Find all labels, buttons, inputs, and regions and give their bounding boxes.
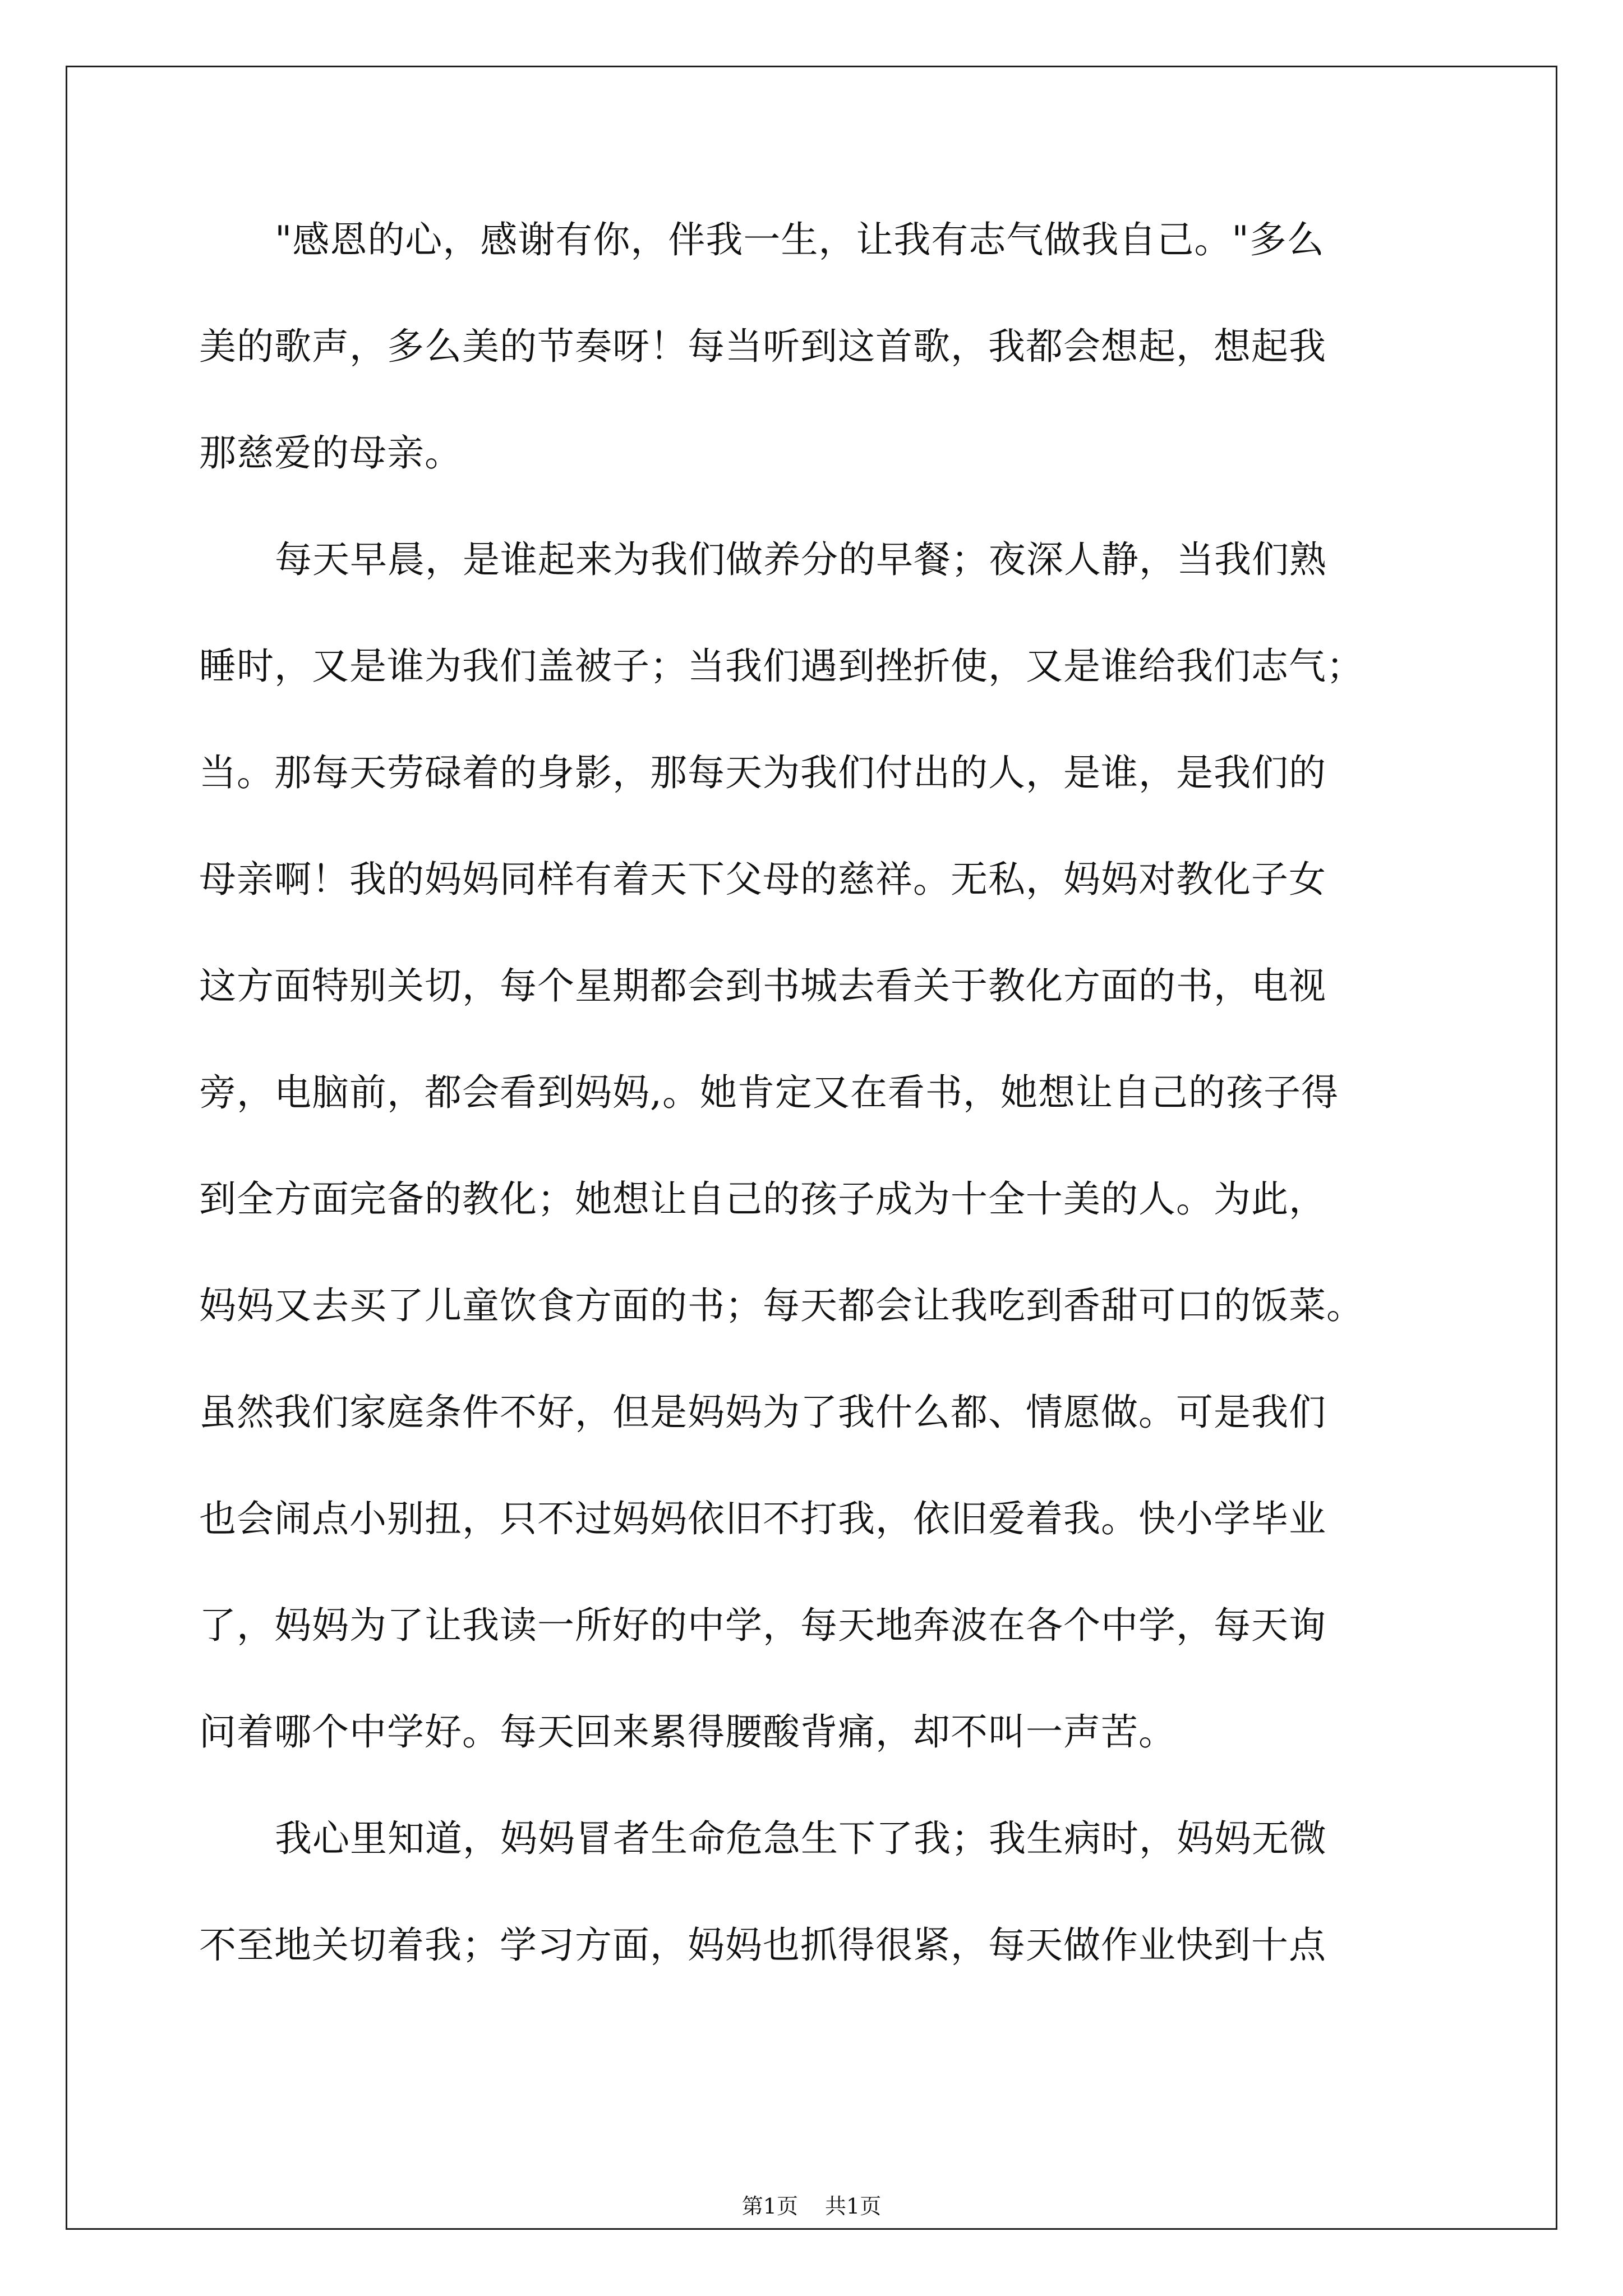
page-border — [66, 66, 1557, 2230]
paragraph-2-line-8: 妈妈又去买了儿童饮食方面的书；每天都会让我吃到香甜可口的饭菜。 — [199, 1284, 1364, 1327]
paragraph-1-line-1: "感恩的心，感谢有你，伴我一生，让我有志气做我自己。"多么 — [275, 218, 1325, 261]
paragraph-3-line-1: 我心里知道，妈妈冒者生命危急生下了我；我生病时，妈妈无微 — [275, 1817, 1327, 1860]
page-number: 第1页 — [741, 2194, 798, 2219]
paragraph-2-line-4: 母亲啊！我的妈妈同样有着天下父母的慈祥。无私，妈妈对教化子女 — [199, 858, 1326, 901]
paragraph-2-line-2: 睡时，又是谁为我们盖被子；当我们遇到挫折使，又是谁给我们志气； — [199, 645, 1364, 688]
paragraph-2-line-3: 当。那每天劳碌着的身影，那每天为我们付出的人，是谁，是我们的 — [199, 751, 1326, 794]
paragraph-1-line-2: 美的歌声，多么美的节奏呀！每当听到这首歌，我都会想起，想起我 — [199, 325, 1326, 368]
paragraph-2-line-6: 旁，电脑前，都会看到妈妈,。她肯定又在看书，她想让自己的孩子得 — [199, 1071, 1339, 1114]
paragraph-2-line-1: 每天早晨，是谁起来为我们做养分的早餐；夜深人静，当我们熟 — [275, 538, 1327, 581]
paragraph-2-line-7: 到全方面完备的教化；她想让自己的孩子成为十全十美的人。为此， — [199, 1177, 1326, 1221]
page-total: 共1页 — [825, 2194, 882, 2219]
paragraph-2-line-5: 这方面特别关切，每个星期都会到书城去看关于教化方面的书，电视 — [199, 964, 1326, 1007]
paragraph-2-line-10: 也会闹点小别扭，只不过妈妈依旧不打我，依旧爱着我。快小学毕业 — [199, 1497, 1326, 1540]
paragraph-2-line-9: 虽然我们家庭条件不好，但是妈妈为了我什么都、情愿做。可是我们 — [199, 1391, 1326, 1434]
paragraph-2-line-12: 问着哪个中学好。每天回来累得腰酸背痛，却不叫一声苦。 — [199, 1710, 1176, 1754]
paragraph-3-line-2: 不至地关切着我；学习方面，妈妈也抓得很紧，每天做作业快到十点 — [199, 1924, 1326, 1967]
paragraph-2-line-11: 了，妈妈为了让我读一所好的中学，每天地奔波在各个中学，每天询 — [199, 1604, 1326, 1647]
page-footer — [0, 2192, 1623, 2220]
paragraph-1-line-3: 那慈爱的母亲。 — [199, 431, 462, 475]
